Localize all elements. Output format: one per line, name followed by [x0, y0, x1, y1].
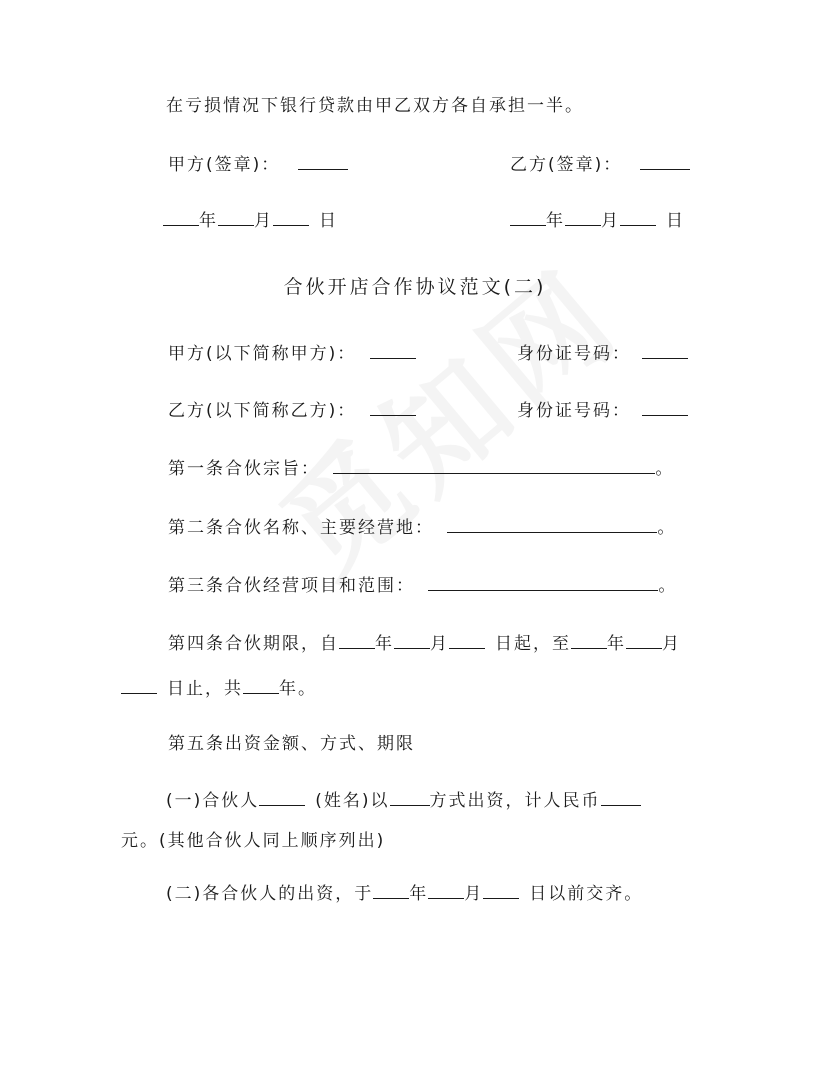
month-blank[interactable] — [565, 211, 601, 226]
end-day-blank[interactable] — [121, 679, 157, 694]
total-years-blank[interactable] — [243, 679, 279, 694]
party-a-id-blank[interactable] — [642, 344, 688, 359]
day-label: 日 — [319, 211, 338, 231]
year-blank[interactable] — [510, 211, 546, 226]
party-b-label: 乙方(以下简称乙方)： — [168, 401, 357, 421]
article-1-label: 第一条合伙宗旨： — [168, 459, 320, 479]
month-label: 月 — [254, 211, 273, 231]
article-5-item-2 — [166, 883, 643, 905]
label: 甲方(签章)： — [168, 155, 281, 175]
party-b-id-blank[interactable] — [642, 401, 688, 416]
party-a-label: 甲方(以下简称甲方)： — [168, 344, 357, 364]
article-4-label: 第四条合伙期限，自 — [168, 634, 339, 654]
id-label: 身份证号码： — [517, 401, 631, 421]
month-label: 月 — [464, 884, 484, 904]
article-1-blank[interactable] — [333, 459, 655, 474]
item-1-method: 方式出资，计人民币 — [429, 791, 601, 811]
date-party-a — [163, 210, 338, 232]
year-label: 年 — [409, 884, 429, 904]
article-2-blank[interactable] — [447, 518, 657, 533]
amount-blank[interactable] — [601, 791, 641, 806]
paragraph-loss-sharing — [166, 95, 584, 117]
party-b-name-blank[interactable] — [370, 401, 416, 416]
start-day-blank[interactable] — [449, 634, 485, 649]
year-label: 年 — [546, 211, 565, 231]
signature-a-blank[interactable] — [298, 155, 348, 170]
document-title: 合伙开店合作协议范文(二) — [283, 276, 547, 298]
signature-party-a — [168, 154, 348, 176]
item-2-label: (二)各合伙人的出资，于 — [166, 884, 374, 904]
year-label: 年 — [279, 679, 298, 699]
article-4-continued — [121, 678, 317, 700]
label: 乙方(签章)： — [510, 155, 623, 175]
article-5-label: 第五条出资金额、方式、期限 — [168, 734, 415, 754]
method-blank[interactable] — [390, 791, 430, 806]
end-label: 日止，共 — [167, 679, 243, 699]
article-4 — [168, 633, 681, 655]
party-b-id-row — [517, 400, 688, 422]
year-label: 年 — [199, 211, 218, 231]
period: 。 — [658, 576, 678, 596]
year-label: 年 — [375, 634, 394, 654]
party-a-id-row — [517, 343, 688, 365]
end-year-blank[interactable] — [571, 634, 607, 649]
deadline-month-blank[interactable] — [428, 884, 464, 899]
party-a-row — [168, 343, 416, 365]
year-label: 年 — [607, 634, 626, 654]
article-5-item-1 — [166, 790, 641, 812]
year-blank[interactable] — [163, 211, 199, 226]
item-1-end: 元。(其他合伙人同上顺序列出) — [121, 831, 386, 851]
month-label: 月 — [430, 634, 449, 654]
article-1 — [168, 458, 674, 480]
article-2 — [168, 517, 676, 539]
article-5 — [168, 733, 415, 755]
start-year-blank[interactable] — [339, 634, 375, 649]
deadline-year-blank[interactable] — [373, 884, 409, 899]
start-label: 日起，至 — [495, 634, 571, 654]
partner-name-blank[interactable] — [259, 791, 305, 806]
id-label: 身份证号码： — [517, 344, 631, 364]
article-5-item-1-continued — [121, 830, 385, 852]
article-3 — [168, 575, 677, 597]
signature-party-b — [510, 154, 690, 176]
day-blank[interactable] — [620, 211, 656, 226]
period: 。 — [657, 518, 677, 538]
article-3-label: 第三条合伙经营项目和范围： — [168, 576, 415, 596]
period: 。 — [298, 679, 317, 699]
month-blank[interactable] — [218, 211, 254, 226]
article-3-blank[interactable] — [428, 576, 658, 591]
article-2-label: 第二条合伙名称、主要经营地： — [168, 518, 434, 538]
day-blank[interactable] — [273, 211, 309, 226]
party-a-name-blank[interactable] — [370, 344, 416, 359]
deadline-day-blank[interactable] — [483, 884, 519, 899]
item-1-label: (一)合伙人 — [166, 791, 260, 811]
month-label: 月 — [662, 634, 681, 654]
month-label: 月 — [601, 211, 620, 231]
period: 。 — [655, 459, 675, 479]
item-2-end: 日以前交齐。 — [529, 884, 644, 904]
start-month-blank[interactable] — [394, 634, 430, 649]
item-1-name: (姓名)以 — [315, 791, 390, 811]
text: 在亏损情况下银行贷款由甲乙双方各自承担一半。 — [166, 96, 584, 116]
signature-b-blank[interactable] — [640, 155, 690, 170]
party-b-row — [168, 400, 416, 422]
day-label: 日 — [666, 211, 685, 231]
end-month-blank[interactable] — [626, 634, 662, 649]
date-party-b — [510, 210, 685, 232]
